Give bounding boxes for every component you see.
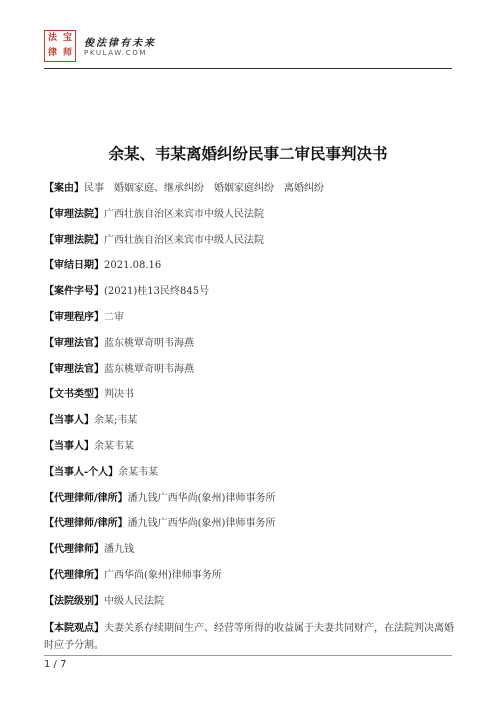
field-judges xyxy=(44,362,456,377)
pkulaw-logo xyxy=(44,30,76,62)
field-lawyer-firm xyxy=(44,516,456,531)
field-value: (2021)桂13民终845号 xyxy=(104,286,210,298)
field-value: 广西壮族自治区来宾市中级人民法院 xyxy=(104,208,264,220)
field-value: 二审 xyxy=(104,311,124,323)
field-judges xyxy=(44,336,456,351)
field-court-opinion xyxy=(44,620,456,654)
field-value: 余某韦某 xyxy=(94,440,134,452)
footer-divider xyxy=(44,655,452,656)
field-key: 【代理律师/律所】 xyxy=(44,492,128,504)
header-divider xyxy=(44,68,452,69)
brand-url: PKULAW.COM xyxy=(84,49,147,57)
logo-char: 宝 xyxy=(62,33,72,43)
field-value: 潘九钱广西华尚(象州)律师事务所 xyxy=(127,518,276,530)
field-value: 中级人民法院 xyxy=(104,595,164,607)
logo-char: 师 xyxy=(62,48,72,58)
field-procedure xyxy=(44,310,456,325)
page-number: 1 / 7 xyxy=(44,659,67,670)
field-key: 【审理程序】 xyxy=(44,311,104,323)
brand-slogan: 俊法律有未来 xyxy=(84,38,156,49)
document-title: 余某、韦某离婚纠纷民事二审民事判决书 xyxy=(108,144,388,163)
field-key: 【当事人】 xyxy=(44,415,94,427)
field-value: 蓝东桃覃奇明韦海燕 xyxy=(104,363,194,375)
field-key: 【案件字号】 xyxy=(44,286,104,298)
field-parties-individual xyxy=(44,465,456,480)
field-key: 【代理律所】 xyxy=(44,569,104,581)
field-parties xyxy=(44,413,456,428)
field-value: 广西壮族自治区来宾市中级人民法院 xyxy=(104,234,264,246)
field-value: 广西华尚(象州)律师事务所 xyxy=(104,569,222,581)
field-doc-type xyxy=(44,387,456,402)
field-value: 余某韦某 xyxy=(118,466,159,478)
field-key: 【文书类型】 xyxy=(44,389,104,401)
case-metadata xyxy=(44,181,456,664)
field-case-number xyxy=(44,284,456,299)
field-key: 【审理法院】 xyxy=(44,234,104,246)
field-key: 【代理律师】 xyxy=(44,544,104,556)
field-lawyer xyxy=(44,542,456,557)
field-parties xyxy=(44,439,456,454)
field-key: 【当事人-个人】 xyxy=(44,466,119,478)
field-value: 蓝东桃覃奇明韦海燕 xyxy=(104,337,194,349)
field-value: 潘九钱 xyxy=(104,544,134,556)
field-court xyxy=(44,207,456,222)
field-court-level xyxy=(44,594,456,609)
field-value: 潘九钱广西华尚(象州)律师事务所 xyxy=(127,492,276,504)
field-value: 余某;韦某 xyxy=(94,415,138,427)
field-value: 2021.08.16 xyxy=(104,260,162,272)
field-value: 民事 婚姻家庭、继承纠纷 婚姻家庭纠纷 离婚纠纷 xyxy=(84,183,324,194)
field-key: 【审理法官】 xyxy=(44,337,104,349)
field-law-firm xyxy=(44,568,456,583)
field-key: 【代理律师/律所】 xyxy=(44,518,128,530)
field-key: 【案由】 xyxy=(44,183,84,194)
field-key: 【审结日期】 xyxy=(44,260,104,272)
field-date xyxy=(44,258,456,273)
field-key: 【审理法官】 xyxy=(44,363,104,375)
logo-char: 法 xyxy=(47,33,57,43)
field-key: 【法院级别】 xyxy=(44,595,104,607)
field-key: 【本院观点】 xyxy=(44,622,104,634)
field-cause xyxy=(44,181,456,196)
page-header xyxy=(44,30,464,64)
field-key: 【当事人】 xyxy=(44,440,94,452)
field-court xyxy=(44,233,456,248)
logo-char: 律 xyxy=(47,48,57,58)
field-value: 判决书 xyxy=(104,389,134,401)
field-lawyer-firm xyxy=(44,491,456,506)
field-key: 【审理法院】 xyxy=(44,208,104,220)
field-value: 夫妻关系存续期间生产、经营等所得的收益属于夫妻共同财产，在法院判决离婚时应予分割。 xyxy=(44,622,454,651)
